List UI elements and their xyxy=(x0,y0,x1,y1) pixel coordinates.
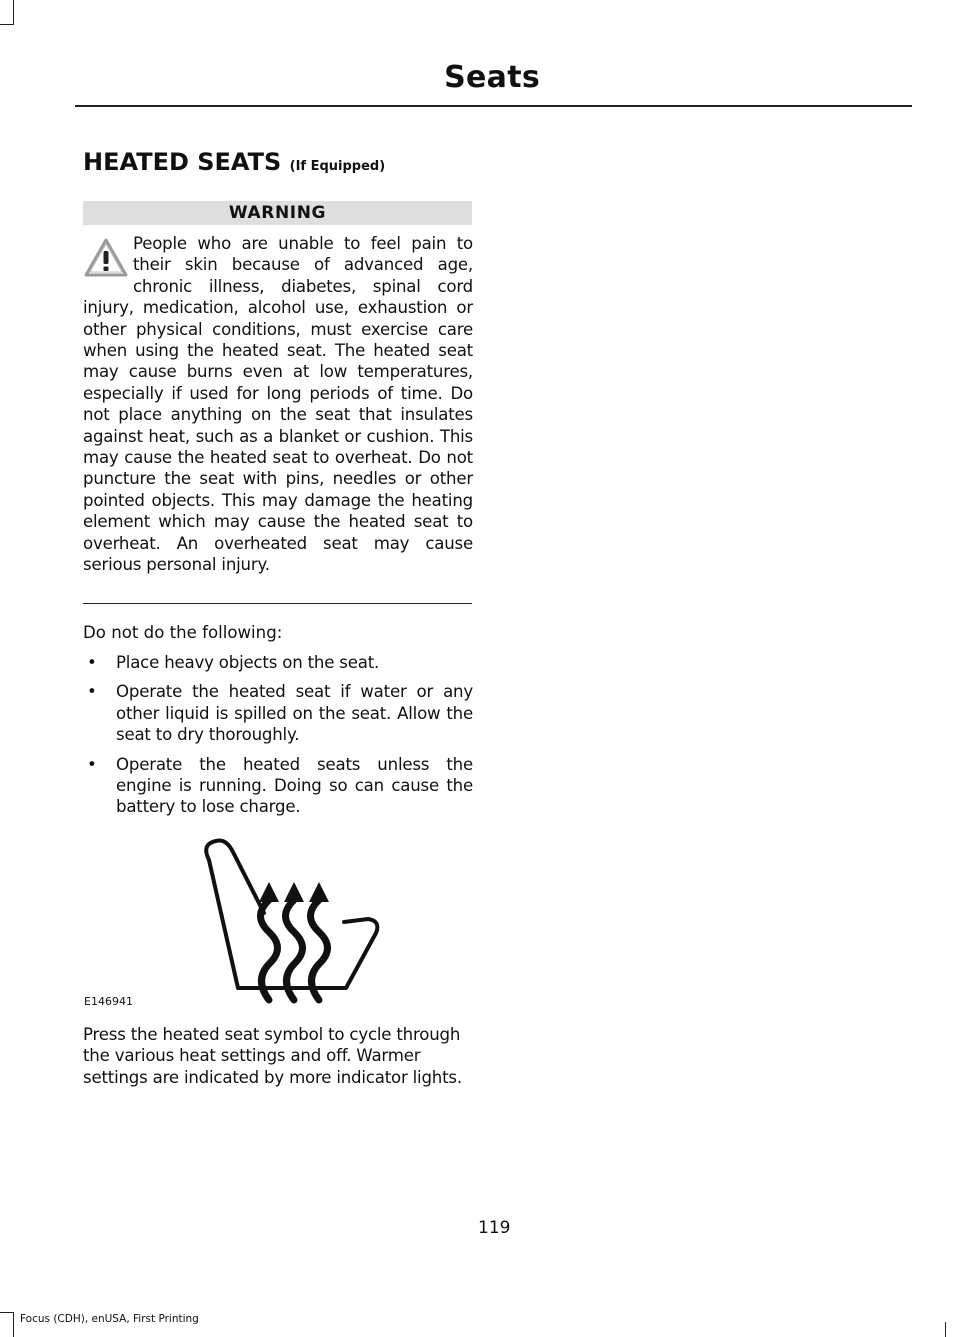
page-number: 119 xyxy=(478,1218,511,1238)
bullet-glyph: • xyxy=(87,754,97,774)
figure-code: E146941 xyxy=(84,995,133,1008)
list-item xyxy=(83,754,473,818)
crop-mark-bottom-left-horizontal xyxy=(0,1312,14,1313)
list-item xyxy=(83,652,473,673)
crop-mark-bottom-left-vertical xyxy=(13,1313,14,1337)
warning-text-block xyxy=(83,233,473,576)
warning-label: WARNING xyxy=(83,201,472,225)
list-item-text: Operate the heated seat if water or any other liquid is spilled on the seat. Allow the seat to dry thoroughly. xyxy=(116,682,473,745)
warning-icon-spacer xyxy=(83,233,133,295)
footer-edition: Focus (CDH), enUSA, First Printing xyxy=(20,1313,199,1325)
page-section-title: Seats xyxy=(444,60,540,95)
section-heading-text: HEATED SEATS xyxy=(83,148,282,176)
instructions-list xyxy=(83,652,473,826)
crop-mark-top-left-horizontal xyxy=(0,24,14,25)
list-item xyxy=(83,681,473,745)
bullet-glyph: • xyxy=(87,682,97,702)
warning-divider xyxy=(83,603,472,604)
operation-text: Press the heated seat symbol to cycle through the various heat settings and off. Warmer settings are indicated by more indicator lights. xyxy=(83,1025,462,1087)
header-divider xyxy=(75,105,912,107)
warning-text: People who are unable to feel pain to their skin because of advanced age, chronic illness, diabetes, spinal cord injury, medication, alcohol use, exhaustion or other physical conditions, must exercise care when using the heated seat. The heated seat may cause burns even at low temperatures, especially if used for long periods of time. Do not place anything on the seat that insulates against heat, such as a blanket or cushion. This may cause the heated seat to overheat. Do not puncture the seat with pins, needles or other pointed objects. This may damage the heating element which may cause the heated seat to overheat. An overheated seat may cause serious personal injury. xyxy=(83,234,473,575)
crop-mark-top-left-vertical xyxy=(13,0,14,24)
heated-seat-icon xyxy=(196,838,386,1008)
instructions-intro: Do not do the following: xyxy=(83,623,283,642)
section-heading-qualifier: (If Equipped) xyxy=(289,159,386,174)
list-item-text: Place heavy objects on the seat. xyxy=(116,653,380,672)
bullet-glyph: • xyxy=(87,653,97,672)
crop-mark-bottom-right-vertical xyxy=(945,1322,946,1337)
list-item-text: Operate the heated seats unless the engine is running. Doing so can cause the battery to lose charge. xyxy=(116,754,473,817)
section-heading xyxy=(83,148,385,176)
